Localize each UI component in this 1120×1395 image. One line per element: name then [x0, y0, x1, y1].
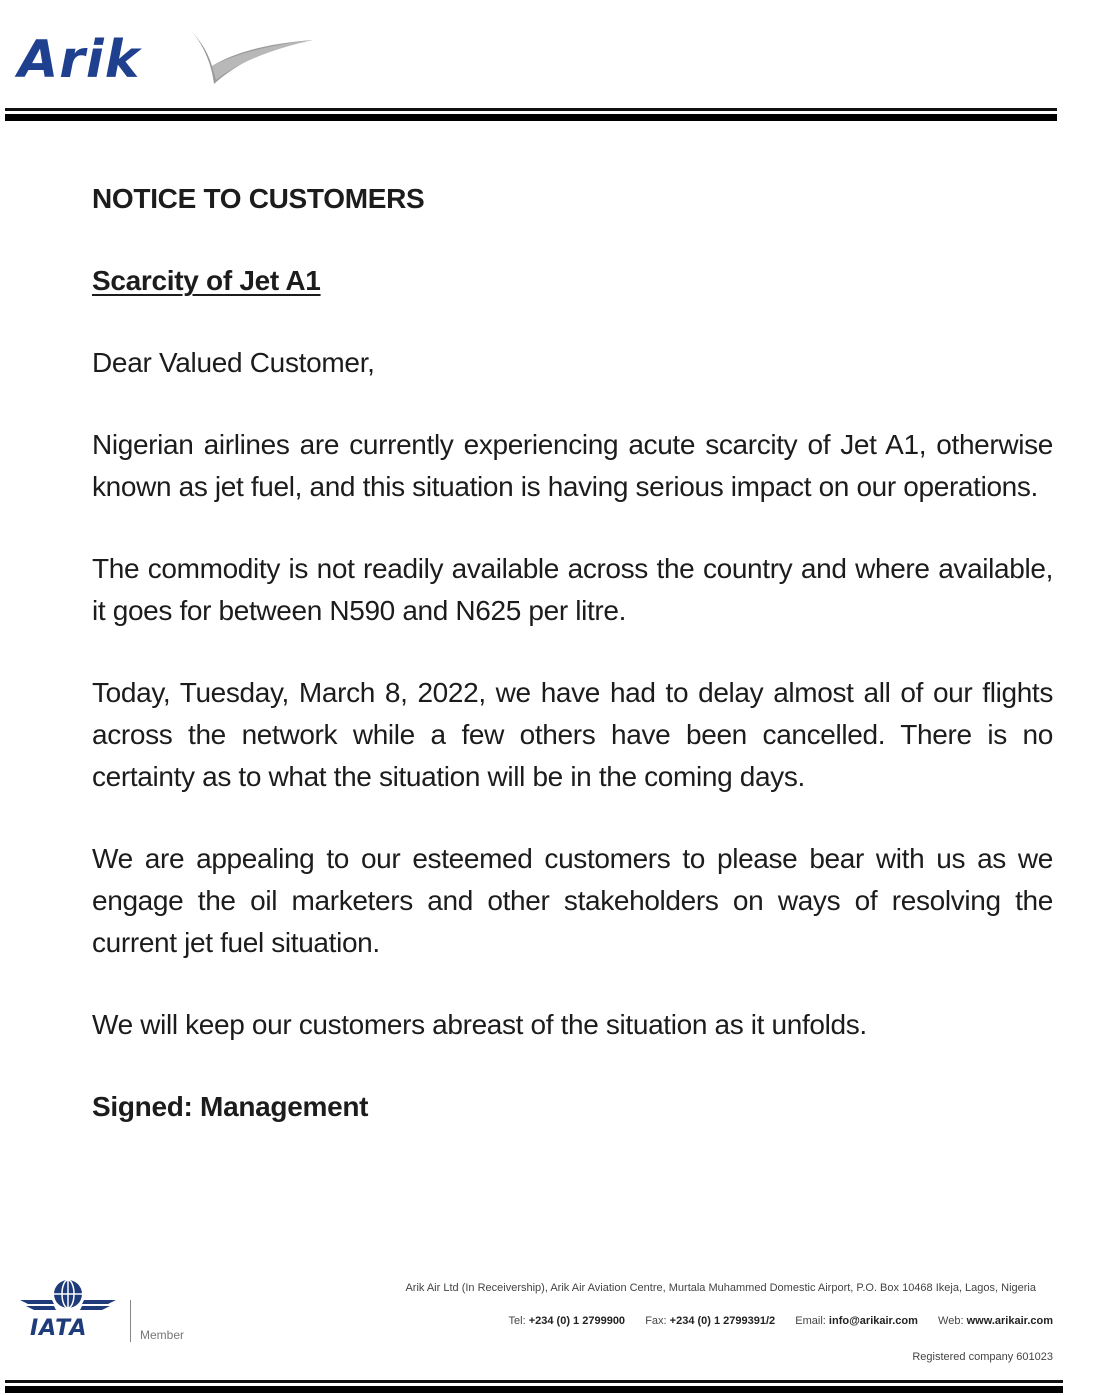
web-link[interactable]: www.arikair.com	[966, 1315, 1053, 1327]
iata-wordmark: IATA	[30, 1316, 88, 1341]
fax-value: +234 (0) 1 2799391/2	[669, 1315, 776, 1327]
address-text: Arik Air Ltd (In Receivership), Arik Air Aviation Centre, Murtala Muhammed Domestic Airport, P.O. Box 10468 Ikeja, Lagos, Nigeria	[405, 1282, 1036, 1294]
footer-divider	[5, 1380, 1063, 1395]
email-link[interactable]: info@arikair.com	[828, 1315, 918, 1327]
logo-wordmark: Arik	[18, 30, 141, 90]
company-address	[405, 1282, 1036, 1294]
tel-value: +234 (0) 1 2799900	[528, 1315, 626, 1327]
web-label: Web:	[938, 1315, 964, 1327]
globe-wings-icon	[18, 1278, 128, 1318]
registration-line	[912, 1351, 1053, 1363]
contact-line	[509, 1315, 1053, 1327]
paragraph-1: Nigerian airlines are currently experiencing acute scarcity of Jet A1, otherwise known as jet fuel, and this situation is having serious impact on our operations.	[92, 429, 1053, 502]
email-label: Email:	[795, 1315, 826, 1327]
arik-logo	[18, 20, 318, 95]
notice-body	[92, 180, 1053, 1128]
iata-divider	[130, 1300, 131, 1342]
paragraph-5: We will keep our customers abreast of the situation as it unfolds.	[92, 1009, 867, 1040]
iata-member-label: Member	[140, 1328, 185, 1342]
paragraph-3: Today, Tuesday, March 8, 2022, we have had to delay almost all of our flights across the network while a few others have been cancelled. There is no certainty as to what the situation will be in the coming days.	[92, 677, 1053, 792]
greeting: Dear Valued Customer,	[92, 347, 375, 378]
header-divider	[5, 108, 1057, 122]
paragraph-4: We are appealing to our esteemed customers to please bear with us as we engage the oil marketers and other stakeholders on ways of resolving the current jet fuel situation.	[92, 843, 1053, 958]
iata-logo	[18, 1278, 128, 1348]
fax-label: Fax:	[645, 1315, 667, 1327]
tel-label: Tel:	[508, 1315, 526, 1327]
registration-text: Registered company 601023	[912, 1351, 1053, 1363]
bird-wing-icon	[178, 22, 318, 92]
paragraph-2: The commodity is not readily available across the country and where available, it goes for between N590 and N625 per litre.	[92, 553, 1053, 626]
signature: Signed: Management	[92, 1091, 369, 1122]
notice-title: NOTICE TO CUSTOMERS	[92, 183, 425, 214]
notice-subject: Scarcity of Jet A1	[92, 265, 321, 296]
